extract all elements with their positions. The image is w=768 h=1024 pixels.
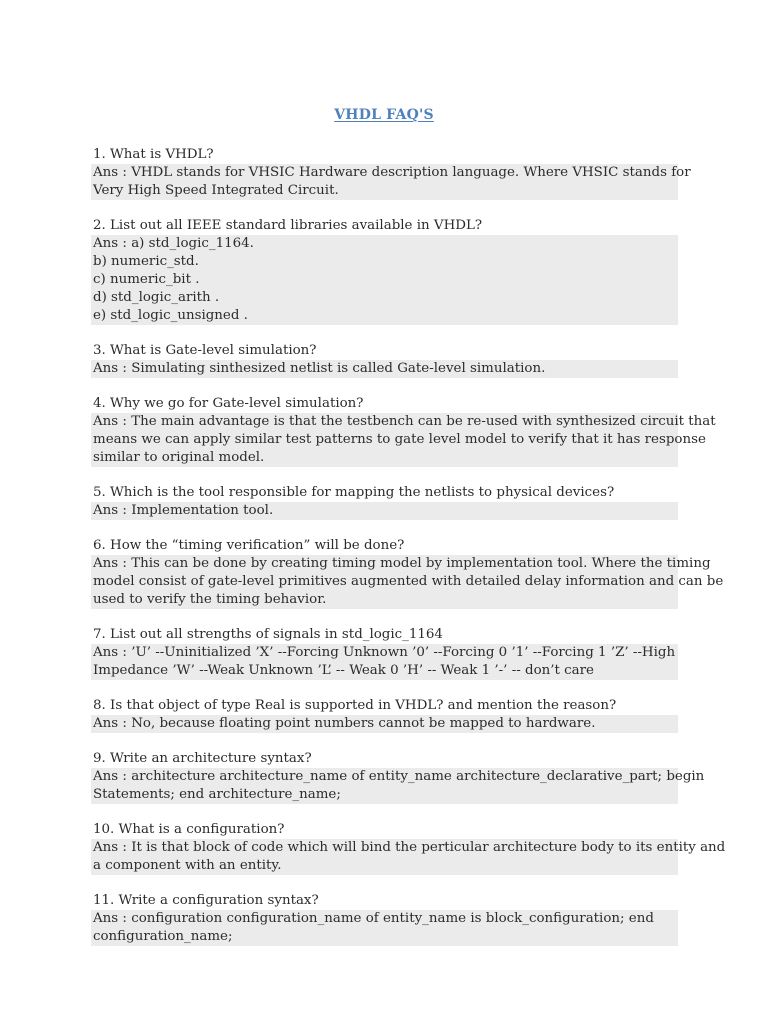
faq-item	[91, 217, 678, 325]
faq-answer	[91, 715, 678, 733]
faq-item	[91, 537, 724, 609]
faq-answer	[91, 839, 726, 875]
faq-answer-line: Ans : architecture architecture_name of entity_name architecture_declarative_part; begin	[93, 769, 705, 784]
faq-item	[91, 146, 691, 200]
faq-answer-line: Ans : Simulating sinthesized netlist is called Gate-level simulation.	[93, 361, 546, 376]
faq-answer-line: Ans : No, because floating point numbers cannot be mapped to hardware.	[93, 716, 596, 731]
faq-answer-line: configuration_name;	[93, 929, 233, 944]
faq-question: 8. Is that object of type Real is supported in VHDL? and mention the reason?	[93, 698, 617, 713]
faq-answer-line: model consist of gate-level primitives augmented with detailed delay information and can be	[93, 574, 724, 589]
faq-item	[91, 821, 726, 875]
faq-answer	[91, 164, 691, 200]
faq-question: 7. List out all strengths of signals in std_logic_1164	[93, 627, 443, 642]
faq-item	[91, 484, 678, 520]
faq-item	[91, 342, 678, 378]
faq-answer-line: Ans : ’U’ --Uninitialized ’X’ --Forcing Unknown ’0’ --Forcing 0 ’1’ --Forcing 1 ’Z’ --High	[93, 645, 676, 660]
faq-question: 4. Why we go for Gate-level simulation?	[93, 396, 364, 411]
faq-answer-line: Ans : It is that block of code which will bind the perticular architecture body to its entity and	[93, 840, 726, 855]
faq-answer	[91, 502, 678, 520]
faq-answer-line: d) std_logic_arith .	[93, 290, 220, 305]
faq-item	[91, 395, 716, 467]
faq-answer-line: Ans : VHDL stands for VHSIC Hardware description language. Where VHSIC stands for	[93, 165, 691, 180]
faq-answer-line: e) std_logic_unsigned .	[93, 308, 248, 323]
faq-question: 2. List out all IEEE standard libraries available in VHDL?	[93, 218, 483, 233]
faq-question: 6. How the “timing verification” will be done?	[93, 538, 405, 553]
faq-answer-line: Ans : a) std_logic_1164.	[93, 236, 254, 251]
faq-answer-line: Ans : configuration configuration_name of entity_name is block_configuration; end	[93, 911, 654, 926]
faq-item	[91, 750, 705, 804]
faq-answer-line: Ans : This can be done by creating timing model by implementation tool. Where the timing	[93, 556, 711, 571]
faq-answer-line: Ans : Implementation tool.	[93, 503, 274, 518]
faq-item	[91, 697, 678, 733]
faq-question: 1. What is VHDL?	[93, 147, 214, 162]
faq-question: 3. What is Gate-level simulation?	[93, 343, 317, 358]
faq-answer-line: used to verify the timing behavior.	[93, 592, 327, 607]
faq-answer-line: b) numeric_std.	[93, 254, 199, 269]
faq-answer-line: Very High Speed Integrated Circuit.	[93, 183, 339, 198]
faq-answer-line: Ans : The main advantage is that the testbench can be re-used with synthesized circuit that	[93, 414, 716, 429]
faq-answer-line: Impedance ’W’ --Weak Unknown ’L’ -- Weak 0 ’H’ -- Weak 1 ’-’ -- don’t care	[93, 663, 594, 678]
faq-answer	[91, 910, 678, 946]
faq-question: 5. Which is the tool responsible for mapping the netlists to physical devices?	[93, 485, 615, 500]
faq-question: 10. What is a configuration?	[93, 822, 285, 837]
faq-question: 11. Write a configuration syntax?	[93, 893, 319, 908]
faq-answer-line: a component with an entity.	[93, 858, 282, 873]
faq-answer	[91, 235, 678, 325]
faq-answer-line: c) numeric_bit .	[93, 272, 200, 287]
faq-answer	[91, 555, 724, 609]
faq-answer-line: similar to original model.	[93, 450, 265, 465]
faq-answer-line: means we can apply similar test patterns to gate level model to verify that it has response	[93, 432, 706, 447]
faq-answer	[91, 768, 705, 804]
faq-item	[91, 626, 678, 680]
page-title: VHDL FAQ'S	[334, 107, 434, 123]
faq-list	[91, 146, 726, 963]
faq-answer-line: Statements; end architecture_name;	[93, 787, 341, 802]
faq-answer	[91, 413, 716, 467]
faq-item	[91, 892, 678, 946]
faq-answer	[91, 360, 678, 378]
faq-question: 9. Write an architecture syntax?	[93, 751, 312, 766]
faq-answer	[91, 644, 678, 680]
